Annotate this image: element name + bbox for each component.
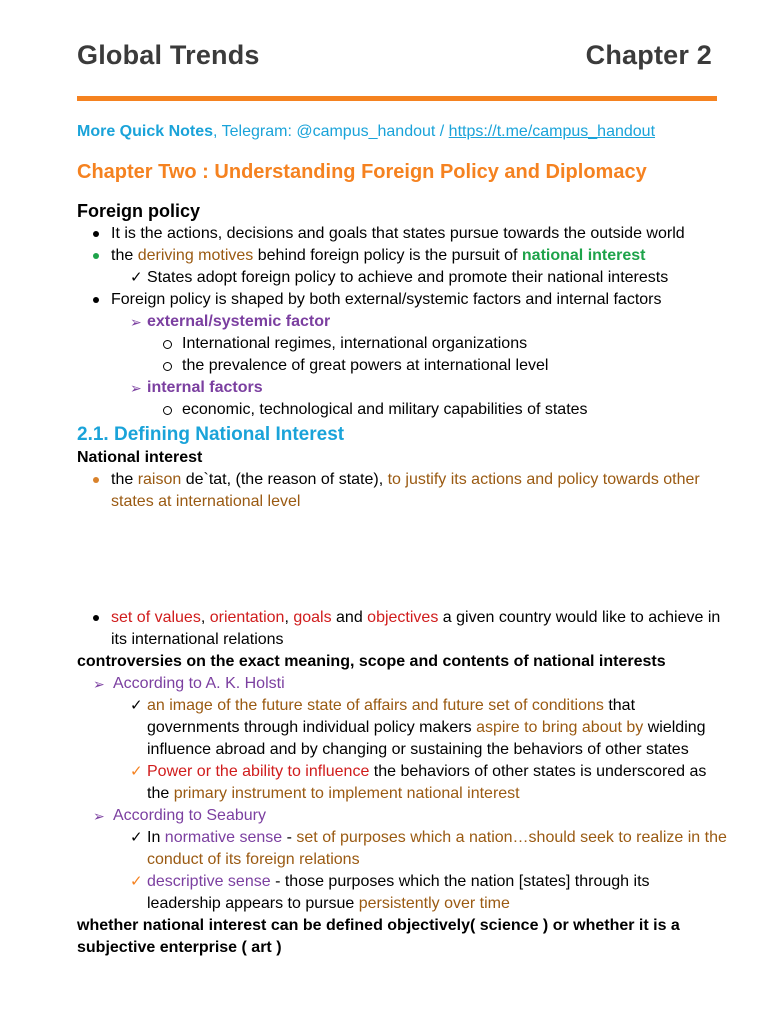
header-divider [77,96,717,101]
controversies-heading: controversies on the exact meaning, scope and contents of national interests [77,653,666,670]
telegram-link[interactable]: https://t.me/campus_handout [448,123,656,140]
quick-notes-line [77,121,727,143]
bullet-icon [93,253,99,259]
header-chapter: Chapter 2 [585,40,712,70]
list-item: set of values, orientation, goals and objectives a given country would like to achieve in its international relations [77,607,727,651]
list-item: ✓ an image of the future state of affairs and future set of conditions that governments through individual policy makers aspire to bring about by wielding influence abroad and by changing or sustaining the behaviors of other states [130,697,706,758]
list-item: the prevalence of great powers at international level [77,355,727,377]
circle-bullet-icon [163,340,172,349]
list-item: ✓ Power or the ability to influence the behaviors of other states is underscored as the primary instrument to implement national interest [130,763,707,802]
list-item: ✓ States adopt foreign policy to achieve and promote their national interests [77,267,727,289]
list-item: ➢ internal factors [77,377,727,399]
arrow-right-icon: ➢ [93,808,105,824]
foreign-policy-heading: Foreign policy [77,201,201,221]
list-item: ✓ descriptive sense - those purposes which the nation [states] through its leadership appears to pursue persistently over time [130,873,650,912]
blank-space [77,513,727,607]
bullet-icon [93,615,99,621]
bullet-icon [93,477,99,483]
link-separator: / [435,123,449,140]
bullet-icon [93,297,99,303]
list-item: ➢ external/systemic factor [77,311,727,333]
document-body [77,121,727,959]
arrow-right-icon: ➢ [93,676,105,692]
list-item: ✓ In normative sense - set of purposes which a nation…should seek to realize in the conduct of its foreign relations [130,829,727,868]
checkmark-icon: ✓ [130,763,143,780]
list-item: the raison de`tat, (the reason of state), to justify its actions and policy towards other states at international level [77,469,727,513]
checkmark-icon: ✓ [130,829,143,846]
subsection-heading: National interest [77,449,203,466]
quick-notes-label: More Quick Notes [77,123,214,140]
arrow-right-icon: ➢ [130,314,142,330]
list-item: ➢ According to A. K. Holsti [77,673,727,695]
checkmark-icon: ✓ [130,873,143,890]
circle-bullet-icon [163,406,172,415]
page-header [77,40,712,80]
objectivity-question: whether national interest can be defined objectively( science ) or whether it is a subjective enterprise ( art ) [77,917,680,956]
bullet-icon [93,231,99,237]
checkmark-icon: ✓ [130,269,143,286]
list-item: economic, technological and military capabilities of states [77,399,727,421]
list-item: It is the actions, decisions and goals that states pursue towards the outside world [77,223,727,245]
section-heading: 2.1. Defining National Interest [77,424,345,445]
checkmark-icon: ✓ [130,697,143,714]
header-title: Global Trends [77,40,260,70]
arrow-right-icon: ➢ [130,380,142,396]
circle-bullet-icon [163,362,172,371]
list-item: Foreign policy is shaped by both external/systemic factors and internal factors [77,289,727,311]
list-item: International regimes, international organizations [77,333,727,355]
chapter-title: Chapter Two : Understanding Foreign Policy and Diplomacy [77,161,647,183]
list-item: the deriving motives behind foreign policy is the pursuit of national interest [77,245,727,267]
list-item: ➢ According to Seabury [77,805,727,827]
telegram-label: , Telegram: [213,123,297,140]
telegram-handle[interactable]: @campus_handout [296,123,436,140]
